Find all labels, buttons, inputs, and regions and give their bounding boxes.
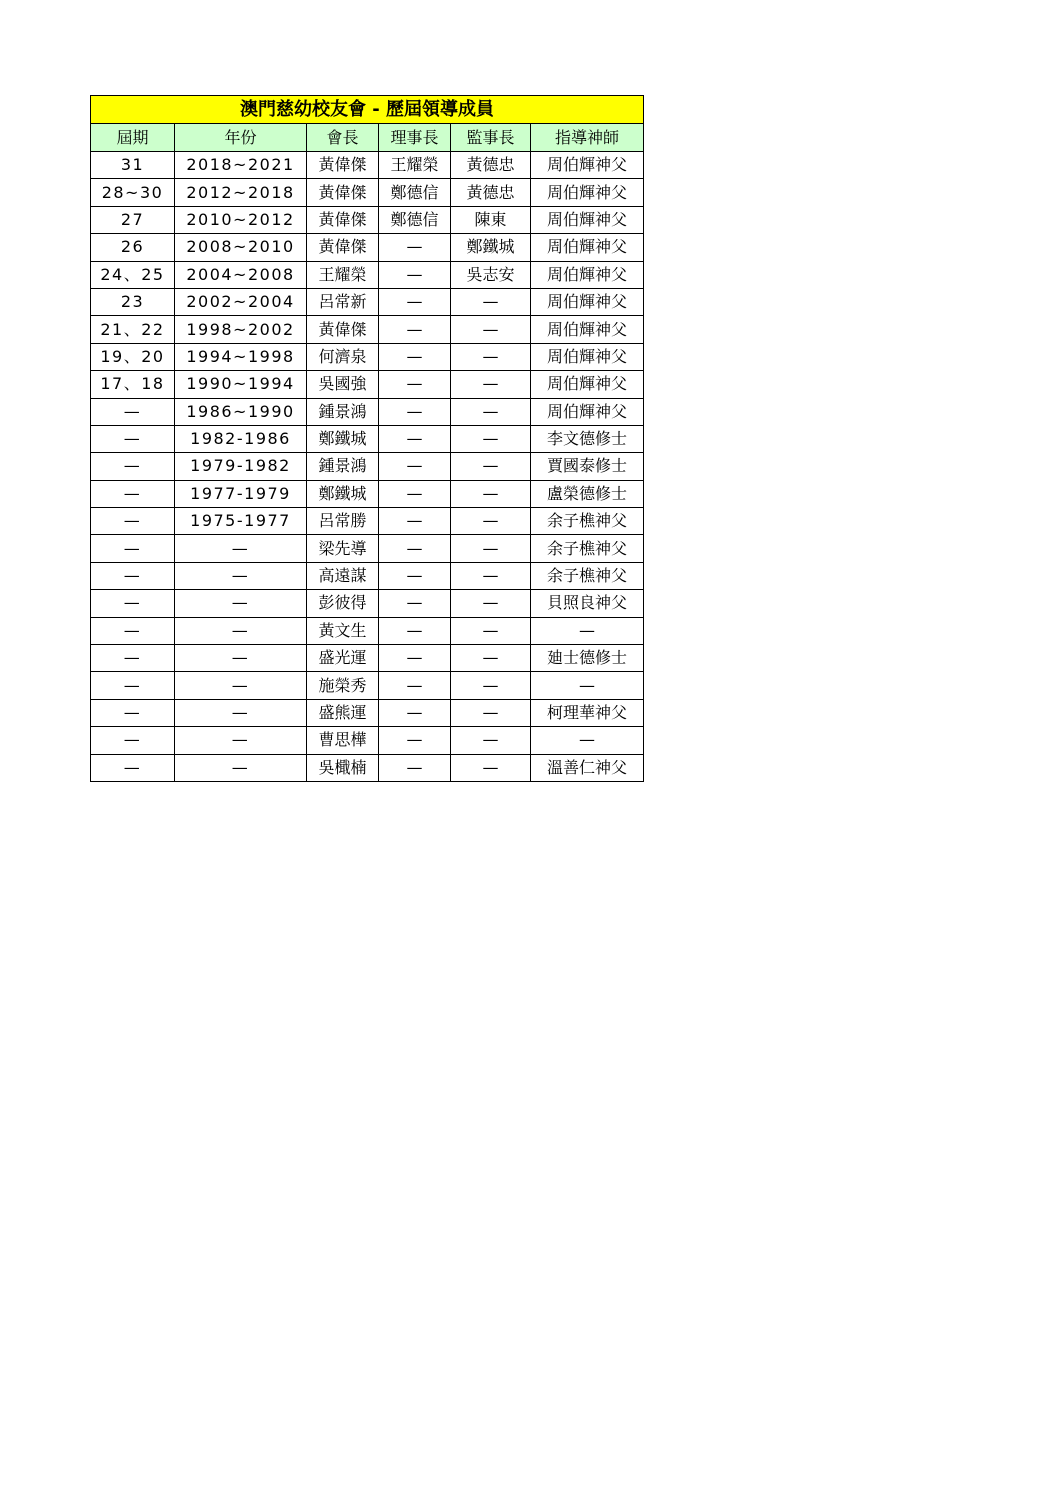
- cell-board-chair: —: [379, 343, 451, 370]
- cell-spiritual-director: 盧榮德修士: [531, 480, 644, 507]
- cell-year: 1990~1994: [175, 371, 307, 398]
- cell-year: —: [175, 672, 307, 699]
- cell-president: 鍾景鴻: [307, 453, 379, 480]
- cell-term: —: [91, 535, 175, 562]
- cell-term: 28~30: [91, 179, 175, 206]
- table-row: [91, 206, 644, 233]
- table-row: [91, 343, 644, 370]
- cell-year: 1986~1990: [175, 398, 307, 425]
- cell-spiritual-director: 周伯輝神父: [531, 152, 644, 179]
- cell-term: —: [91, 425, 175, 452]
- table-row: [91, 754, 644, 781]
- table-row: [91, 535, 644, 562]
- header-president: 會長: [307, 124, 379, 152]
- cell-supervisory-chair: —: [451, 645, 531, 672]
- cell-spiritual-director: 周伯輝神父: [531, 343, 644, 370]
- table-row: [91, 562, 644, 589]
- cell-board-chair: —: [379, 535, 451, 562]
- cell-president: 黃偉傑: [307, 179, 379, 206]
- cell-spiritual-director: 周伯輝神父: [531, 261, 644, 288]
- cell-term: —: [91, 617, 175, 644]
- cell-supervisory-chair: 黃德忠: [451, 152, 531, 179]
- cell-president: 鄭鐵城: [307, 425, 379, 452]
- cell-year: —: [175, 727, 307, 754]
- cell-year: 1975-1977: [175, 508, 307, 535]
- header-spiritual-director: 指導神師: [531, 124, 644, 152]
- cell-supervisory-chair: —: [451, 398, 531, 425]
- cell-board-chair: —: [379, 316, 451, 343]
- cell-term: 24、25: [91, 261, 175, 288]
- cell-year: 2010~2012: [175, 206, 307, 233]
- cell-president: 呂常勝: [307, 508, 379, 535]
- cell-year: —: [175, 699, 307, 726]
- cell-board-chair: —: [379, 590, 451, 617]
- cell-supervisory-chair: 陳東: [451, 206, 531, 233]
- table-row: [91, 699, 644, 726]
- cell-president: 黃偉傑: [307, 234, 379, 261]
- cell-board-chair: —: [379, 672, 451, 699]
- table-row: [91, 453, 644, 480]
- cell-spiritual-director: 周伯輝神父: [531, 179, 644, 206]
- cell-supervisory-chair: —: [451, 508, 531, 535]
- cell-president: 盛熊運: [307, 699, 379, 726]
- cell-year: —: [175, 645, 307, 672]
- cell-term: —: [91, 645, 175, 672]
- cell-board-chair: —: [379, 425, 451, 452]
- cell-term: 19、20: [91, 343, 175, 370]
- cell-president: 盛光運: [307, 645, 379, 672]
- cell-president: 彭彼得: [307, 590, 379, 617]
- cell-year: 2002~2004: [175, 288, 307, 315]
- cell-board-chair: —: [379, 754, 451, 781]
- cell-board-chair: 王耀榮: [379, 152, 451, 179]
- table-row: [91, 261, 644, 288]
- cell-president: 鄭鐵城: [307, 480, 379, 507]
- table-row: [91, 617, 644, 644]
- cell-supervisory-chair: —: [451, 672, 531, 699]
- cell-spiritual-director: 余子樵神父: [531, 535, 644, 562]
- cell-president: 鍾景鴻: [307, 398, 379, 425]
- cell-spiritual-director: 周伯輝神父: [531, 316, 644, 343]
- cell-supervisory-chair: —: [451, 699, 531, 726]
- cell-supervisory-chair: —: [451, 453, 531, 480]
- cell-spiritual-director: 周伯輝神父: [531, 371, 644, 398]
- cell-year: —: [175, 535, 307, 562]
- cell-year: 2004~2008: [175, 261, 307, 288]
- cell-president: 黃文生: [307, 617, 379, 644]
- cell-board-chair: —: [379, 508, 451, 535]
- table-row: [91, 234, 644, 261]
- cell-spiritual-director: —: [531, 617, 644, 644]
- cell-president: 曹思樺: [307, 727, 379, 754]
- cell-president: 梁先導: [307, 535, 379, 562]
- cell-spiritual-director: 周伯輝神父: [531, 288, 644, 315]
- cell-year: —: [175, 590, 307, 617]
- cell-term: —: [91, 699, 175, 726]
- cell-term: —: [91, 590, 175, 617]
- cell-supervisory-chair: 黃德忠: [451, 179, 531, 206]
- cell-spiritual-director: 周伯輝神父: [531, 234, 644, 261]
- table-body: [91, 152, 644, 782]
- cell-term: —: [91, 754, 175, 781]
- table-row: [91, 480, 644, 507]
- cell-term: —: [91, 398, 175, 425]
- cell-board-chair: —: [379, 727, 451, 754]
- cell-term: —: [91, 562, 175, 589]
- cell-board-chair: 鄭德信: [379, 179, 451, 206]
- cell-term: 23: [91, 288, 175, 315]
- cell-supervisory-chair: —: [451, 425, 531, 452]
- cell-year: 1979-1982: [175, 453, 307, 480]
- cell-spiritual-director: 余子樵神父: [531, 508, 644, 535]
- cell-year: 1994~1998: [175, 343, 307, 370]
- cell-term: 21、22: [91, 316, 175, 343]
- table-row: [91, 645, 644, 672]
- cell-term: —: [91, 453, 175, 480]
- cell-president: 吳國強: [307, 371, 379, 398]
- cell-board-chair: —: [379, 480, 451, 507]
- table-row: [91, 152, 644, 179]
- cell-spiritual-director: 周伯輝神父: [531, 398, 644, 425]
- cell-year: —: [175, 617, 307, 644]
- cell-supervisory-chair: —: [451, 343, 531, 370]
- cell-supervisory-chair: —: [451, 727, 531, 754]
- table-row: [91, 672, 644, 699]
- table-row: [91, 371, 644, 398]
- cell-term: —: [91, 727, 175, 754]
- cell-spiritual-director: 貝照良神父: [531, 590, 644, 617]
- table-title: 澳門慈幼校友會 - 歷屆領導成員: [91, 96, 644, 124]
- cell-supervisory-chair: 鄭鐵城: [451, 234, 531, 261]
- cell-term: —: [91, 480, 175, 507]
- cell-supervisory-chair: 吳志安: [451, 261, 531, 288]
- header-board-chair: 理事長: [379, 124, 451, 152]
- cell-board-chair: —: [379, 617, 451, 644]
- cell-board-chair: —: [379, 453, 451, 480]
- cell-supervisory-chair: —: [451, 288, 531, 315]
- header-year: 年份: [175, 124, 307, 152]
- table-row: [91, 508, 644, 535]
- cell-year: 2012~2018: [175, 179, 307, 206]
- cell-spiritual-director: —: [531, 672, 644, 699]
- cell-supervisory-chair: —: [451, 617, 531, 644]
- cell-president: 黃偉傑: [307, 316, 379, 343]
- cell-supervisory-chair: —: [451, 590, 531, 617]
- cell-year: 2008~2010: [175, 234, 307, 261]
- header-supervisory-chair: 監事長: [451, 124, 531, 152]
- cell-year: 1982-1986: [175, 425, 307, 452]
- header-row: [91, 124, 644, 152]
- cell-term: 17、18: [91, 371, 175, 398]
- cell-supervisory-chair: —: [451, 535, 531, 562]
- title-row: [91, 96, 644, 124]
- cell-term: 27: [91, 206, 175, 233]
- cell-supervisory-chair: —: [451, 754, 531, 781]
- cell-supervisory-chair: —: [451, 480, 531, 507]
- cell-term: —: [91, 672, 175, 699]
- cell-supervisory-chair: —: [451, 316, 531, 343]
- cell-president: 吳檝楠: [307, 754, 379, 781]
- cell-term: 26: [91, 234, 175, 261]
- cell-board-chair: —: [379, 699, 451, 726]
- table-row: [91, 727, 644, 754]
- cell-board-chair: —: [379, 288, 451, 315]
- cell-board-chair: —: [379, 562, 451, 589]
- cell-board-chair: —: [379, 234, 451, 261]
- cell-president: 何濟泉: [307, 343, 379, 370]
- leaders-table: [90, 95, 644, 782]
- cell-president: 呂常新: [307, 288, 379, 315]
- cell-spiritual-director: 廸士德修士: [531, 645, 644, 672]
- cell-spiritual-director: 李文德修士: [531, 425, 644, 452]
- cell-year: —: [175, 562, 307, 589]
- cell-spiritual-director: 賈國泰修士: [531, 453, 644, 480]
- table-row: [91, 179, 644, 206]
- cell-board-chair: —: [379, 645, 451, 672]
- cell-year: 2018~2021: [175, 152, 307, 179]
- header-term: 屆期: [91, 124, 175, 152]
- cell-year: —: [175, 754, 307, 781]
- cell-board-chair: —: [379, 261, 451, 288]
- cell-spiritual-director: 余子樵神父: [531, 562, 644, 589]
- cell-spiritual-director: 周伯輝神父: [531, 206, 644, 233]
- cell-term: 31: [91, 152, 175, 179]
- table-row: [91, 398, 644, 425]
- cell-year: 1977-1979: [175, 480, 307, 507]
- cell-spiritual-director: 柯理華神父: [531, 699, 644, 726]
- cell-president: 黃偉傑: [307, 152, 379, 179]
- cell-board-chair: —: [379, 371, 451, 398]
- cell-president: 王耀榮: [307, 261, 379, 288]
- cell-president: 黃偉傑: [307, 206, 379, 233]
- table-row: [91, 288, 644, 315]
- cell-spiritual-director: 溫善仁神父: [531, 754, 644, 781]
- cell-spiritual-director: —: [531, 727, 644, 754]
- cell-year: 1998~2002: [175, 316, 307, 343]
- cell-president: 施榮秀: [307, 672, 379, 699]
- table-row: [91, 425, 644, 452]
- cell-board-chair: —: [379, 398, 451, 425]
- table-row: [91, 590, 644, 617]
- cell-president: 高遠謀: [307, 562, 379, 589]
- cell-supervisory-chair: —: [451, 562, 531, 589]
- cell-supervisory-chair: —: [451, 371, 531, 398]
- cell-board-chair: 鄭德信: [379, 206, 451, 233]
- cell-term: —: [91, 508, 175, 535]
- table-row: [91, 316, 644, 343]
